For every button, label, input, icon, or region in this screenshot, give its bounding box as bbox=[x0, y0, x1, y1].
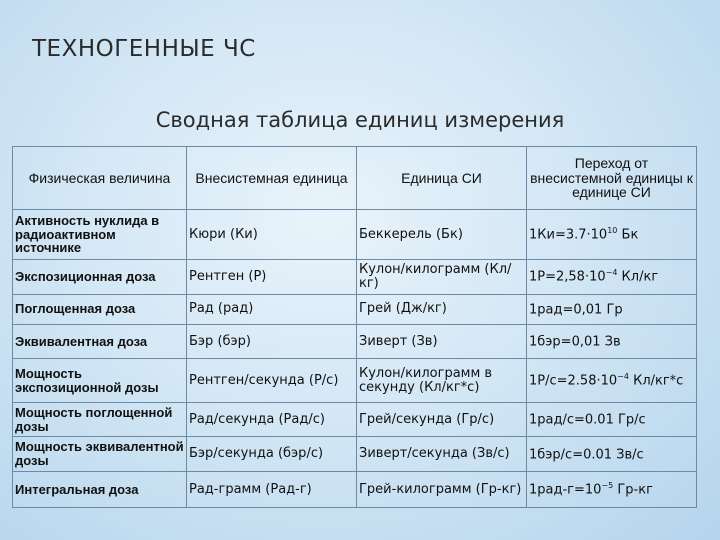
cell-quantity: Мощность эквивалентной дозы bbox=[13, 437, 187, 471]
cell-si-unit: Грей (Дж/кг) bbox=[357, 294, 527, 324]
cell-conversion bbox=[527, 437, 697, 471]
cell-quantity: Активность нуклида в радиоактивном источнике bbox=[13, 210, 187, 260]
cell-quantity: Интегральная доза bbox=[13, 471, 187, 507]
cell-si-unit: Грей/секунда (Гр/с) bbox=[357, 403, 527, 437]
cell-offsystem-unit: Рад-грамм (Рад-г) bbox=[187, 471, 357, 507]
cell-conversion bbox=[527, 324, 697, 358]
table-row bbox=[13, 210, 697, 260]
cell-offsystem-unit: Рад/секунда (Рад/с) bbox=[187, 403, 357, 437]
conversion-unit: Кл/кг*с bbox=[628, 373, 684, 389]
cell-si-unit: Зиверт (Зв) bbox=[357, 324, 527, 358]
conversion-base: 1Р/с=2.58·10 bbox=[529, 373, 618, 389]
cell-quantity: Экспозиционная доза bbox=[13, 260, 187, 294]
header-si-unit: Единица СИ bbox=[357, 147, 527, 210]
header-offsystem-unit: Внесистемная единица bbox=[187, 147, 357, 210]
cell-conversion bbox=[527, 358, 697, 402]
cell-quantity: Мощность поглощенной дозы bbox=[13, 403, 187, 437]
conversion-unit: Кл/кг bbox=[617, 269, 659, 285]
conversion-exponent: 10 bbox=[607, 226, 618, 236]
units-table bbox=[12, 146, 697, 508]
cell-offsystem-unit: Бэр (бэр) bbox=[187, 324, 357, 358]
table-row bbox=[13, 437, 697, 471]
conversion-exponent: −4 bbox=[605, 268, 618, 278]
conversion-base: 1рад/с=0.01 Гр/с bbox=[529, 412, 646, 428]
conversion-base: 1Р=2,58·10 bbox=[529, 269, 606, 285]
cell-offsystem-unit: Кюри (Ки) bbox=[187, 210, 357, 260]
slide-title: ТЕХНОГЕННЫЕ ЧС bbox=[32, 36, 256, 62]
cell-conversion bbox=[527, 210, 697, 260]
conversion-base: 1Ки=3.7·10 bbox=[529, 227, 608, 243]
cell-offsystem-unit: Бэр/секунда (бэр/с) bbox=[187, 437, 357, 471]
cell-quantity: Эквивалентная доза bbox=[13, 324, 187, 358]
table-header-row bbox=[13, 147, 697, 210]
table-title: Сводная таблица единиц измерения bbox=[155, 108, 565, 132]
cell-si-unit: Кулон/килограмм в секунду (Кл/кг*с) bbox=[357, 358, 527, 402]
conversion-base: 1бэр/с=0.01 Зв/с bbox=[529, 446, 644, 462]
cell-si-unit: Кулон/килограмм (Кл/кг) bbox=[357, 260, 527, 294]
conversion-base: 1рад=0,01 Гр bbox=[529, 301, 623, 317]
cell-si-unit: Грей-килограмм (Гр-кг) bbox=[357, 471, 527, 507]
conversion-exponent: −4 bbox=[617, 372, 629, 382]
conversion-unit: Гр-кг bbox=[613, 482, 653, 498]
cell-conversion bbox=[527, 294, 697, 324]
table-row bbox=[13, 358, 697, 402]
cell-conversion bbox=[527, 471, 697, 507]
table-row bbox=[13, 324, 697, 358]
conversion-unit: Бк bbox=[617, 227, 639, 243]
cell-si-unit: Беккерель (Бк) bbox=[357, 210, 527, 260]
conversion-base: 1рад-г=10 bbox=[529, 482, 602, 498]
table-row bbox=[13, 403, 697, 437]
cell-conversion bbox=[527, 403, 697, 437]
cell-quantity: Мощность экспозиционной дозы bbox=[13, 358, 187, 402]
conversion-base: 1бэр=0,01 Зв bbox=[529, 334, 621, 350]
cell-offsystem-unit: Рентген/секунда (Р/с) bbox=[187, 358, 357, 402]
table-row bbox=[13, 471, 697, 507]
header-quantity: Физическая величина bbox=[13, 147, 187, 210]
cell-quantity: Поглощенная доза bbox=[13, 294, 187, 324]
cell-offsystem-unit: Рад (рад) bbox=[187, 294, 357, 324]
cell-conversion bbox=[527, 260, 697, 294]
cell-si-unit: Зиверт/секунда (Зв/с) bbox=[357, 437, 527, 471]
table-row bbox=[13, 294, 697, 324]
table-row bbox=[13, 260, 697, 294]
conversion-exponent: −5 bbox=[601, 480, 614, 490]
cell-offsystem-unit: Рентген (Р) bbox=[187, 260, 357, 294]
header-conversion: Переход от внесистемной единицы к единице СИ bbox=[527, 147, 697, 210]
